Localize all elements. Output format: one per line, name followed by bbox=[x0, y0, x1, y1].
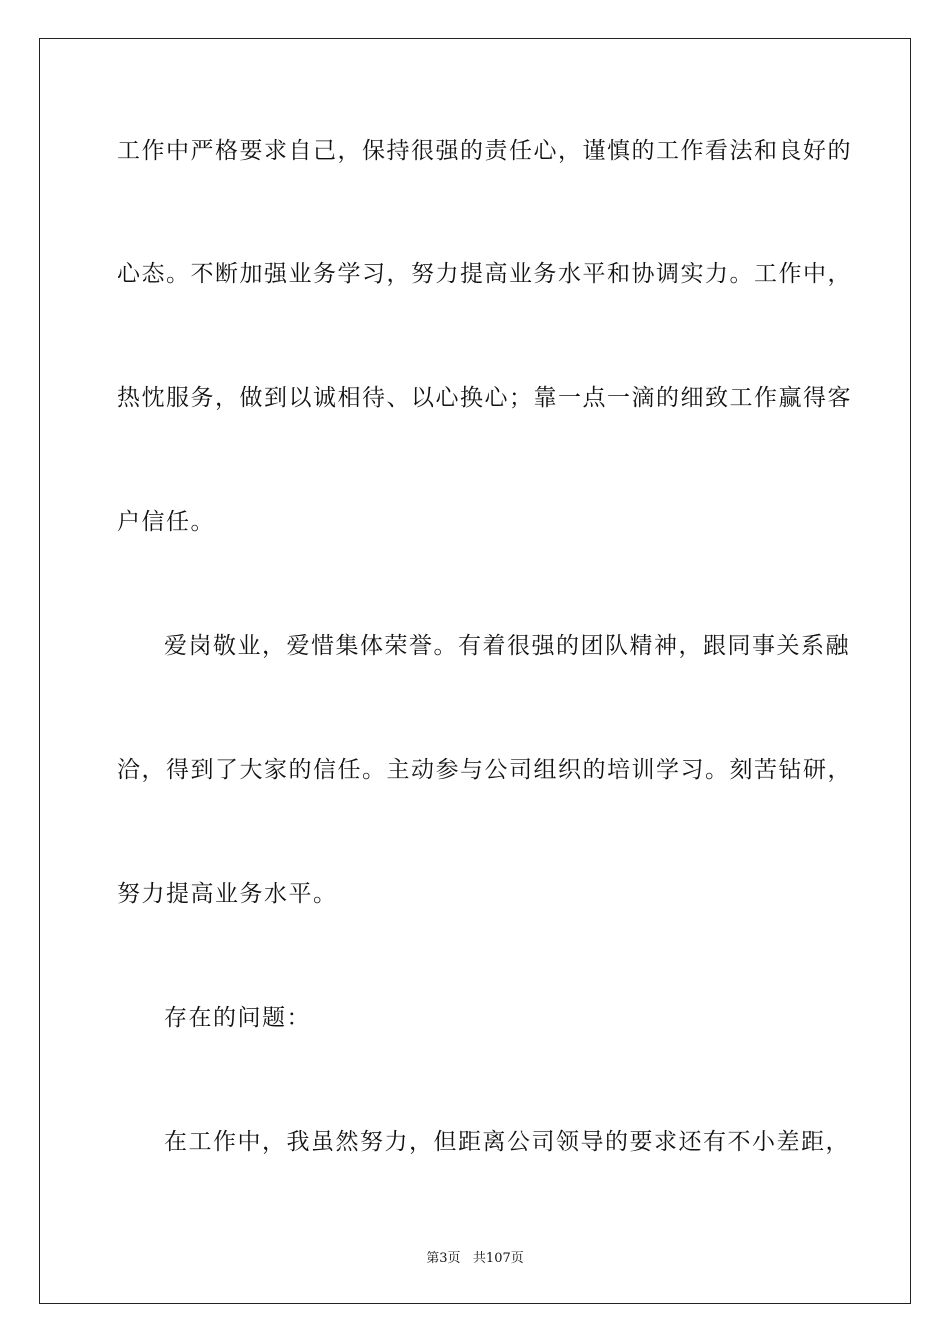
paragraph-first-line: 爱岗敬业，爱惜集体荣誉。有着很强的团队精神，跟同事关系融 bbox=[164, 633, 850, 659]
paragraph-first-line: 在工作中，我虽然努力，但距离公司领导的要求还有不小差距， bbox=[164, 1129, 850, 1155]
body-line: 工作中严格要求自己，保持很强的责任心，谨慎的工作看法和良好的 bbox=[117, 138, 852, 164]
body-line: 热忱服务，做到以诚相待、以心换心；靠一点一滴的细致工作赢得客 bbox=[117, 385, 852, 411]
body-line: 洽，得到了大家的信任。主动参与公司组织的培训学习。刻苦钻研， bbox=[117, 757, 852, 783]
page-number-footer: 第3页 共107页 bbox=[426, 1251, 524, 1266]
page-border bbox=[39, 38, 911, 1304]
body-line: 户信任。 bbox=[117, 509, 215, 535]
section-heading: 存在的问题： bbox=[164, 1005, 311, 1031]
body-line: 努力提高业务水平。 bbox=[117, 881, 338, 907]
body-line: 心态。不断加强业务学习，努力提高业务水平和协调实力。工作中， bbox=[117, 261, 852, 287]
